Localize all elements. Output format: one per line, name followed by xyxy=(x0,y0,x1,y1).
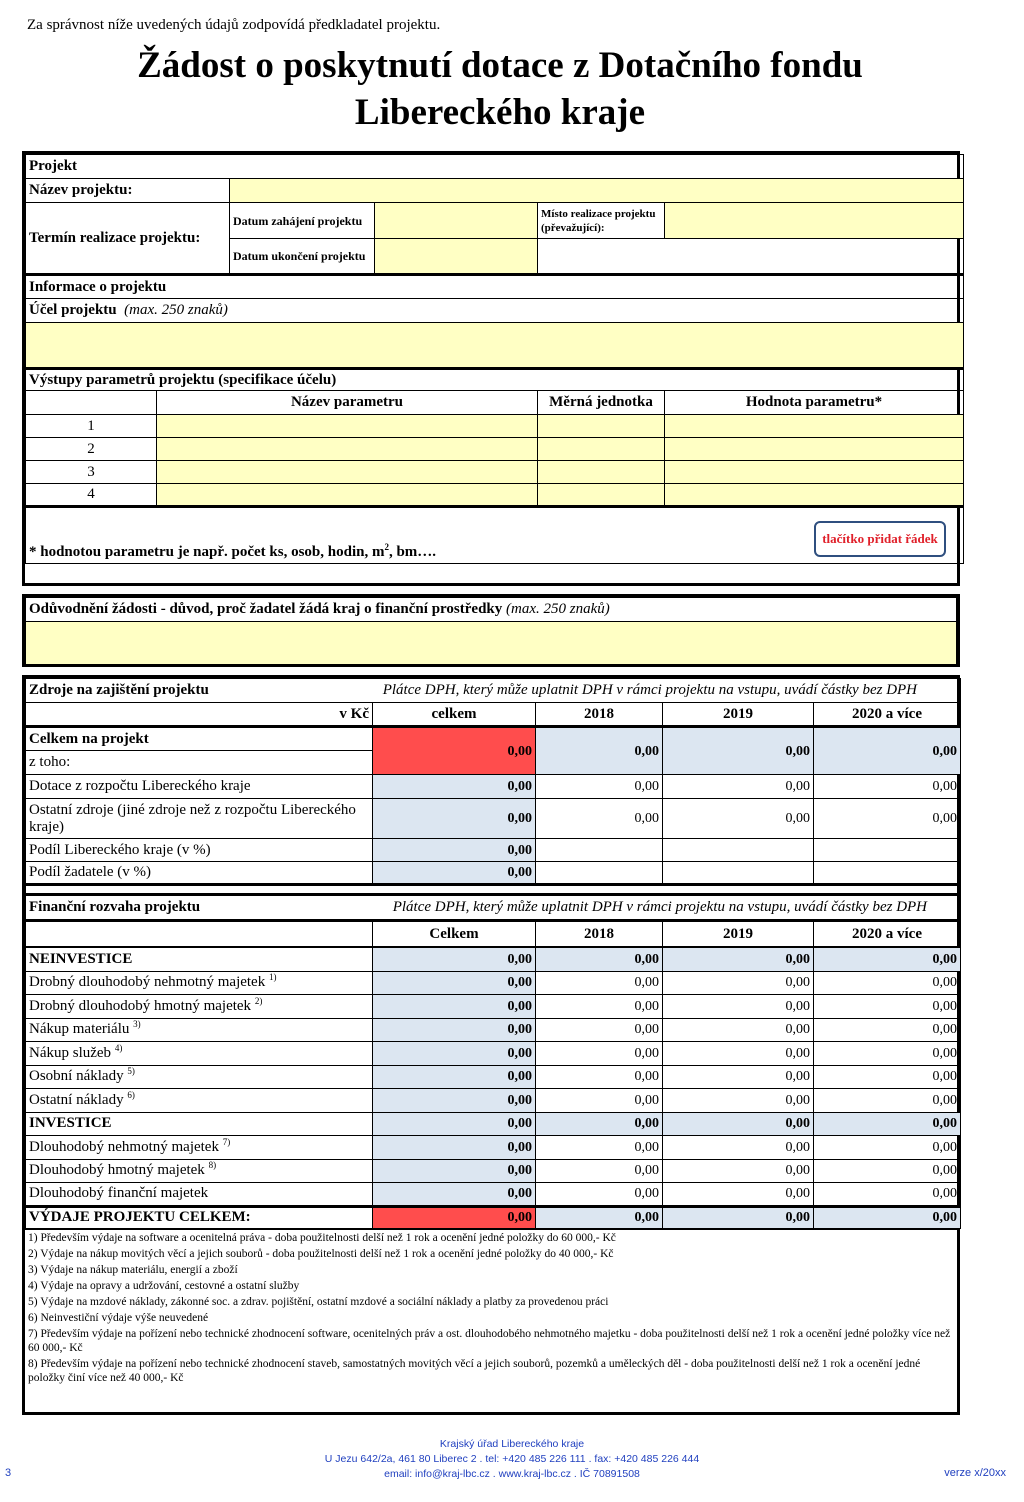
purpose-label xyxy=(26,299,964,323)
budget-table xyxy=(25,947,961,1229)
budget-row-value: 0,00 xyxy=(373,971,536,995)
source-row-value xyxy=(814,839,961,862)
budget-row-label xyxy=(26,1065,373,1089)
source-row-value[interactable]: 0,00 xyxy=(814,775,961,799)
budget-row-value[interactable]: 0,00 xyxy=(663,1183,814,1207)
title-line-2: Libereckého kraje xyxy=(354,92,646,133)
purpose-input[interactable] xyxy=(26,323,964,369)
budget-row-value: 0,00 xyxy=(814,1112,961,1136)
budget-row-value[interactable]: 0,00 xyxy=(536,1136,663,1160)
budget-total-value: 0,00 xyxy=(814,1206,961,1228)
param-value-input[interactable] xyxy=(665,461,964,484)
param-name-input[interactable] xyxy=(157,415,538,438)
budget-total-value: 0,00 xyxy=(663,1206,814,1228)
budget-row-value: 0,00 xyxy=(373,1136,536,1160)
footer-line-3: email: info@kraj-lbc.cz . www.kraj-lbc.cz . IČ 70891508 xyxy=(384,1468,640,1480)
budget-row-label xyxy=(26,948,373,972)
param-name-input[interactable] xyxy=(157,484,538,507)
budget-row-value: 0,00 xyxy=(536,948,663,972)
budget-row-sup: 8) xyxy=(208,1160,217,1171)
budget-row-sup: 6) xyxy=(127,1089,135,1100)
source-row-value: 0,00 xyxy=(373,775,536,799)
sources-vat-note: Plátce DPH, který může uplatnit DPH v rámci projektu na vstupu, uvádí částky bez DPH xyxy=(382,682,918,698)
page-number: 3 xyxy=(5,1467,12,1479)
col-header: 2019 xyxy=(663,921,814,947)
project-total-label: Celkem na projekt xyxy=(26,727,373,751)
budget-row-sup: 5) xyxy=(127,1066,135,1077)
budget-row-sup: 1) xyxy=(268,972,277,983)
budget-total-value: 0,00 xyxy=(373,1206,536,1228)
purpose-hint: (max. 250 znaků) xyxy=(124,302,228,318)
col-header: celkem xyxy=(373,703,536,727)
budget-row-label-text: Osobní náklady xyxy=(29,1068,124,1085)
budget-row-label-text: Nákup služeb xyxy=(29,1044,112,1061)
budget-row-label xyxy=(26,995,373,1019)
param-row-index: 2 xyxy=(26,438,157,461)
param-unit-input[interactable] xyxy=(538,415,665,438)
budget-row-value[interactable]: 0,00 xyxy=(814,1159,961,1183)
source-row-label: Dotace z rozpočtu Libereckého kraje xyxy=(26,775,373,799)
budget-row-value[interactable]: 0,00 xyxy=(814,1018,961,1042)
param-unit-input[interactable] xyxy=(538,484,665,507)
budget-row-value[interactable]: 0,00 xyxy=(536,1159,663,1183)
param-value-input[interactable] xyxy=(665,438,964,461)
page-title xyxy=(0,42,1000,136)
budget-row-label xyxy=(26,1042,373,1066)
budget-row-value: 0,00 xyxy=(373,1089,536,1113)
budget-row-value[interactable]: 0,00 xyxy=(814,1183,961,1207)
project-name-label: Název projektu: xyxy=(26,179,230,203)
param-value-input[interactable] xyxy=(665,415,964,438)
project-total-value: 0,00 xyxy=(373,727,536,775)
budget-row-value[interactable]: 0,00 xyxy=(536,1183,663,1207)
currency-label: v Kč xyxy=(26,703,373,727)
budget-total-value: 0,00 xyxy=(536,1206,663,1228)
budget-row-sup: 3) xyxy=(133,1019,141,1030)
budget-row-sup: 7) xyxy=(222,1136,231,1147)
budget-row-value[interactable]: 0,00 xyxy=(663,995,814,1019)
end-date-input[interactable] xyxy=(375,239,538,275)
justification-section xyxy=(22,594,960,667)
param-footnote-sup: 2 xyxy=(384,542,389,552)
budget-vat-note: Plátce DPH, který může uplatnit DPH v rámci projektu na vstupu, uvádí částky bez DPH xyxy=(392,899,928,915)
footer-line-2: U Jezu 642/2a, 461 80 Liberec 2 . tel: +420 485 226 111 . fax: +420 485 226 444 xyxy=(324,1453,700,1465)
source-row-label: Podíl Libereckého kraje (v %) xyxy=(26,839,373,862)
budget-row-label xyxy=(26,1089,373,1113)
budget-row-value[interactable]: 0,00 xyxy=(536,971,663,995)
source-row-value: 0,00 xyxy=(373,839,536,862)
source-row-value xyxy=(663,862,814,885)
col-header: 2020 a více xyxy=(814,703,961,727)
param-row-index: 4 xyxy=(26,484,157,507)
budget-row-label xyxy=(26,1018,373,1042)
budget-row-value: 0,00 xyxy=(373,1065,536,1089)
param-unit-input[interactable] xyxy=(538,461,665,484)
param-unit-input[interactable] xyxy=(538,438,665,461)
budget-row-label-text: NEINVESTICE xyxy=(29,950,133,967)
footnotes xyxy=(25,1229,957,1386)
budget-row-value[interactable]: 0,00 xyxy=(814,1065,961,1089)
budget-title: Finanční rozvaha projektu xyxy=(29,899,201,915)
budget-total-label: VÝDAJE PROJEKTU CELKEM: xyxy=(26,1206,373,1228)
budget-header xyxy=(26,895,961,921)
budget-row-label-text: Dlouhodobý finanční majetek xyxy=(29,1185,209,1202)
budget-row-value: 0,00 xyxy=(373,948,536,972)
param-footnote-text: * hodnotou parametru je např. počet ks, osob, hodin, m xyxy=(29,544,385,560)
col-header: 2018 xyxy=(536,703,663,727)
budget-row-label-text: INVESTICE xyxy=(29,1115,112,1132)
budget-row-value[interactable]: 0,00 xyxy=(814,971,961,995)
info-header: Informace o projektu xyxy=(26,275,964,299)
outputs-index-header xyxy=(26,391,157,415)
outputs-header: Výstupy parametrů projektu (specifikace účelu) xyxy=(26,369,964,391)
budget-row-value: 0,00 xyxy=(663,1112,814,1136)
budget-row-sup: 4) xyxy=(114,1042,123,1053)
sources-title: Zdroje na zajištění projektu xyxy=(29,682,209,698)
budget-row-value: 0,00 xyxy=(373,1018,536,1042)
param-footnote-end: , bm…. xyxy=(388,544,437,560)
budget-row-value[interactable]: 0,00 xyxy=(814,1089,961,1113)
justification-label-text: Odůvodnění žádosti - důvod, proč žadatel žádá kraj o finanční prostředky xyxy=(29,601,503,617)
budget-row-label-text: Drobný dlouhodobý hmotný majetek xyxy=(29,997,252,1014)
source-row-value xyxy=(536,839,663,862)
source-row-value[interactable]: 0,00 xyxy=(536,799,663,839)
budget-row-label xyxy=(26,1112,373,1136)
param-value-header: Hodnota parametru* xyxy=(665,391,964,415)
budget-row-label-text: Dlouhodobý hmotný majetek xyxy=(29,1162,205,1179)
param-value-input[interactable] xyxy=(665,484,964,507)
source-row-value xyxy=(814,862,961,885)
justification-label xyxy=(26,598,957,622)
start-date-label: Datum zahájení projektu xyxy=(230,203,375,239)
budget-row-value[interactable]: 0,00 xyxy=(663,1042,814,1066)
purpose-label-text: Účel projektu xyxy=(29,302,117,318)
source-row-value xyxy=(663,839,814,862)
justification-input[interactable] xyxy=(26,622,957,665)
budget-row-sup: 2) xyxy=(254,995,263,1006)
budget-row-value[interactable]: 0,00 xyxy=(536,1042,663,1066)
budget-row-value[interactable]: 0,00 xyxy=(536,995,663,1019)
budget-row-label xyxy=(26,1183,373,1207)
footnote-item: 7) Především výdaje na pořízení nebo technické zhodnocení software, ocenitelných práv a ost. dlouhodobého nehmotného majetku - doba použitelnosti delší než 1 rok a ocenění jedné položky více než 60 000,- Kč xyxy=(28,1327,951,1354)
budget-col-blank xyxy=(26,921,373,947)
budget-row-value[interactable]: 0,00 xyxy=(663,1089,814,1113)
footer xyxy=(0,1437,1024,1482)
budget-row-value: 0,00 xyxy=(663,948,814,972)
budget-row-value[interactable]: 0,00 xyxy=(536,1065,663,1089)
budget-row-value: 0,00 xyxy=(536,1112,663,1136)
end-date-label: Datum ukončení projektu xyxy=(230,239,375,275)
start-date-input[interactable] xyxy=(375,203,538,239)
project-header: Projekt xyxy=(26,155,964,179)
budget-row-label xyxy=(26,1136,373,1160)
budget-row-label xyxy=(26,971,373,995)
budget-row-value[interactable]: 0,00 xyxy=(536,1089,663,1113)
source-row-label: Podíl žadatele (v %) xyxy=(26,862,373,885)
sources-header xyxy=(26,679,961,703)
source-row-value[interactable]: 0,00 xyxy=(663,799,814,839)
justification-hint: (max. 250 znaků) xyxy=(506,601,610,617)
budget-row-value: 0,00 xyxy=(373,1183,536,1207)
responsibility-note: Za správnost níže uvedených údajů zodpovídá předkladatel projektu. xyxy=(27,17,441,33)
budget-row-label-text: Dlouhodobý nehmotný majetek xyxy=(29,1138,219,1155)
project-total-value: 0,00 xyxy=(814,727,961,775)
budget-row-value[interactable]: 0,00 xyxy=(663,1065,814,1089)
budget-row-value[interactable]: 0,00 xyxy=(814,995,961,1019)
col-header: 2019 xyxy=(663,703,814,727)
project-total-value: 0,00 xyxy=(663,727,814,775)
term-label: Termín realizace projektu: xyxy=(26,203,230,275)
budget-row-label-text: Ostatní náklady xyxy=(29,1091,124,1108)
of-which-label: z toho: xyxy=(26,751,373,775)
col-header: Celkem xyxy=(373,921,536,947)
blank-cell xyxy=(538,239,964,275)
param-row-index: 1 xyxy=(26,415,157,438)
budget-row-label-text: Drobný dlouhodobý nehmotný majetek xyxy=(29,974,266,991)
param-row-index: 3 xyxy=(26,461,157,484)
footnote-item: 2) Výdaje na nákup movitých věcí a jejich souborů - doba použitelnosti delší než 1 rok a ocenění jedné položky do 40 000,- Kč xyxy=(28,1247,614,1260)
place-label: Místo realizace projektu (převažující): xyxy=(538,203,665,239)
footnote-item: 4) Výdaje na opravy a udržování, cestovné a ostatní služby xyxy=(28,1279,300,1292)
footer-line-1: Krajský úřad Libereckého kraje xyxy=(439,1438,585,1450)
param-name-input[interactable] xyxy=(157,438,538,461)
budget-row-label xyxy=(26,1159,373,1183)
finance-section xyxy=(22,675,960,1415)
budget-row-label-text: Nákup materiálu xyxy=(29,1021,130,1038)
param-name-header: Název parametru xyxy=(157,391,538,415)
source-row-value: 0,00 xyxy=(373,862,536,885)
budget-row-value: 0,00 xyxy=(373,1042,536,1066)
col-header: 2020 a více xyxy=(814,921,961,947)
param-unit-header: Měrná jednotka xyxy=(538,391,665,415)
footnote-item: 5) Výdaje na mzdové náklady, zákonné soc. a zdrav. pojištění, ostatní mzdové a sociální náklady a platby za provedenou práci xyxy=(28,1295,609,1308)
source-row-value[interactable]: 0,00 xyxy=(663,775,814,799)
footnote-item: 8) Především výdaje na pořízení nebo technické zhodnocení staveb, samostatných movitých věcí a jejich souborů, pozemků a uměleckých děl - doba použitelnosti delší než 1 rok a ocenění jedné položky činí více než 40 000,- Kč xyxy=(28,1357,921,1384)
title-line-1: Žádost o poskytnutí dotace z Dotačního fondu xyxy=(137,45,863,86)
place-input[interactable] xyxy=(665,203,964,239)
project-total-value: 0,00 xyxy=(536,727,663,775)
footnote-item: 3) Výdaje na nákup materiálu, energií a zboží xyxy=(28,1263,238,1276)
budget-row-value: 0,00 xyxy=(373,1112,536,1136)
project-name-input[interactable] xyxy=(230,179,964,203)
source-row-value[interactable]: 0,00 xyxy=(814,799,961,839)
budget-row-value[interactable]: 0,00 xyxy=(663,1159,814,1183)
budget-row-value[interactable]: 0,00 xyxy=(814,1042,961,1066)
budget-row-value: 0,00 xyxy=(373,995,536,1019)
col-header: 2018 xyxy=(536,921,663,947)
budget-row-value[interactable]: 0,00 xyxy=(814,1136,961,1160)
section-divider xyxy=(26,885,961,895)
source-row-value[interactable]: 0,00 xyxy=(536,775,663,799)
footnote-item: 6) Neinvestiční výdaje výše neuvedené xyxy=(28,1311,209,1324)
budget-row-value[interactable]: 0,00 xyxy=(663,971,814,995)
source-row-label: Ostatní zdroje (jiné zdroje než z rozpočtu Libereckého kraje) xyxy=(26,799,373,839)
budget-row-value[interactable]: 0,00 xyxy=(536,1018,663,1042)
budget-row-value[interactable]: 0,00 xyxy=(663,1136,814,1160)
budget-row-value[interactable]: 0,00 xyxy=(663,1018,814,1042)
source-row-value xyxy=(536,862,663,885)
budget-row-value: 0,00 xyxy=(373,1159,536,1183)
param-name-input[interactable] xyxy=(157,461,538,484)
source-row-value: 0,00 xyxy=(373,799,536,839)
version-label: verze x/20xx xyxy=(944,1467,1006,1479)
footnote-item: 1) Především výdaje na software a ocenitelná práva - doba použitelnosti delší než 1 rok a ocenění jedné položky do 60 000,- Kč xyxy=(28,1231,616,1244)
add-row-button[interactable]: tlačítko přidat řádek xyxy=(814,521,946,557)
budget-row-value: 0,00 xyxy=(814,948,961,972)
